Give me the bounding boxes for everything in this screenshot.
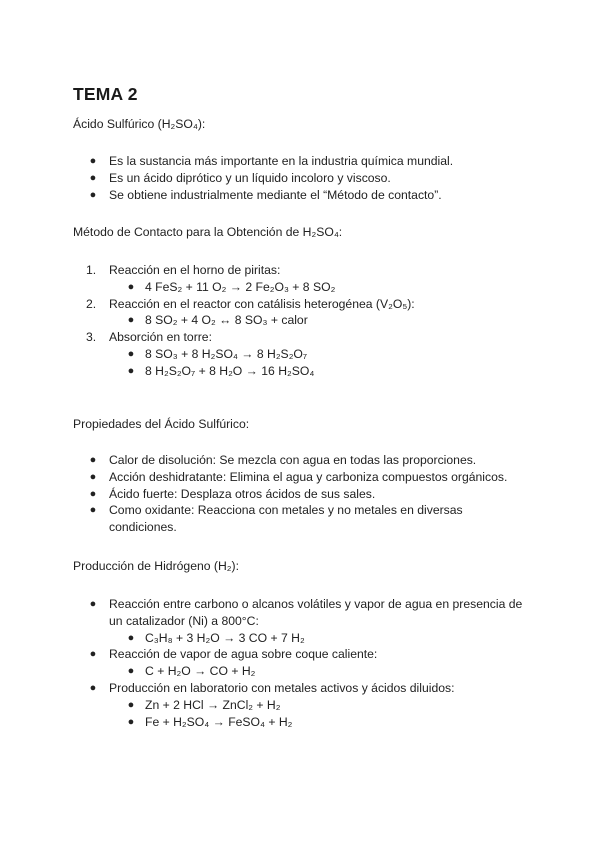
acid-points-list xyxy=(0,153,600,203)
list-item: 1. Reacción en el horno de piritas: xyxy=(86,263,281,277)
list-item: ● 8 H₂S₂O₇ + 8 H₂O → 16 H₂SO₄ xyxy=(127,363,315,378)
list-item: ● Es la sustancia más importante en la industria química mundial. xyxy=(89,154,454,168)
list-item: ● C + H₂O → CO + H₂ xyxy=(127,664,256,679)
step-number: 1. xyxy=(86,263,97,277)
bullet-icon: ● xyxy=(89,470,97,483)
properties-heading: Propiedades del Ácido Sulfúrico: xyxy=(73,417,250,431)
bullet-icon: ● xyxy=(89,171,97,184)
list-item: ● Reacción entre carbono o alcanos volátiles y vapor de agua en presencia de un catalizador (Ni) a 800°C: xyxy=(89,597,523,628)
list-item: ● Producción en laboratorio con metales activos y ácidos diluidos: xyxy=(89,680,455,695)
list-item: ● Acción deshidratante: Elimina el agua y carboniza compuestos orgánicos. xyxy=(89,469,508,484)
list-item: ● Como oxidante: Reacciona con metales y no metales en diversas condiciones. xyxy=(89,503,463,535)
list-item: ● Ácido fuerte: Desplaza otros ácidos de sus sales. xyxy=(89,486,376,501)
page-title: TEMA 2 xyxy=(73,84,138,104)
step-number: 3. xyxy=(86,330,97,345)
bullet-icon: ● xyxy=(127,314,135,327)
acid-heading: Ácido Sulfúrico (H₂SO₄): xyxy=(73,117,206,131)
list-item: ● Es un ácido diprótico y un líquido incoloro y viscoso. xyxy=(89,170,391,185)
contact-steps-list xyxy=(0,262,600,380)
bullet-icon: ● xyxy=(89,504,97,517)
bullet-icon: ● xyxy=(127,715,135,728)
bullet-icon: ● xyxy=(89,648,97,661)
list-item: ● 8 SO₂ + 4 O₂ ↔ 8 SO₃ + calor xyxy=(127,313,308,328)
bullet-icon: ● xyxy=(89,188,97,201)
list-item: 2. Reacción en el reactor con catálisis heterogénea (V₂O₅): xyxy=(86,296,415,311)
properties-list xyxy=(0,452,600,536)
list-item: ● Zn + 2 HCl → ZnCl₂ + H₂ xyxy=(127,697,281,712)
contact-heading: Método de Contacto para la Obtención de H₂SO₄: xyxy=(73,225,343,239)
list-item: ● Reacción de vapor de agua sobre coque caliente: xyxy=(89,647,378,662)
bullet-icon: ● xyxy=(127,665,135,678)
bullet-icon: ● xyxy=(89,681,97,694)
list-item: ● 4 FeS₂ + 11 O₂ → 2 Fe₂O₃ + 8 SO₂ xyxy=(127,279,336,294)
list-item: 3. Absorción en torre: xyxy=(86,330,212,345)
bullet-icon: ● xyxy=(89,155,97,167)
bullet-icon: ● xyxy=(127,631,135,644)
bullet-icon: ● xyxy=(127,364,135,377)
list-item: ● C₃H₈ + 3 H₂O → 3 CO + 7 H₂ xyxy=(127,630,305,645)
list-item: ● Calor de disolución: Se mezcla con agua en todas las proporciones. xyxy=(89,453,477,467)
list-item: ● Se obtiene industrialmente mediante el “Método de contacto”. xyxy=(89,187,442,202)
bullet-icon: ● xyxy=(89,454,97,466)
hydrogen-heading: Producción de Hidrógeno (H₂): xyxy=(73,559,239,573)
step-number: 2. xyxy=(86,296,97,311)
bullet-icon: ● xyxy=(127,347,135,360)
bullet-icon: ● xyxy=(89,487,97,500)
list-item: ● Fe + H₂SO₄ → FeSO₄ + H₂ xyxy=(127,714,293,729)
list-item: ● 8 SO₃ + 8 H₂SO₄ → 8 H₂S₂O₇ xyxy=(127,346,308,361)
bullet-icon: ● xyxy=(89,598,97,610)
hydrogen-methods-list xyxy=(0,596,600,730)
bullet-icon: ● xyxy=(127,280,135,293)
bullet-icon: ● xyxy=(127,698,135,711)
